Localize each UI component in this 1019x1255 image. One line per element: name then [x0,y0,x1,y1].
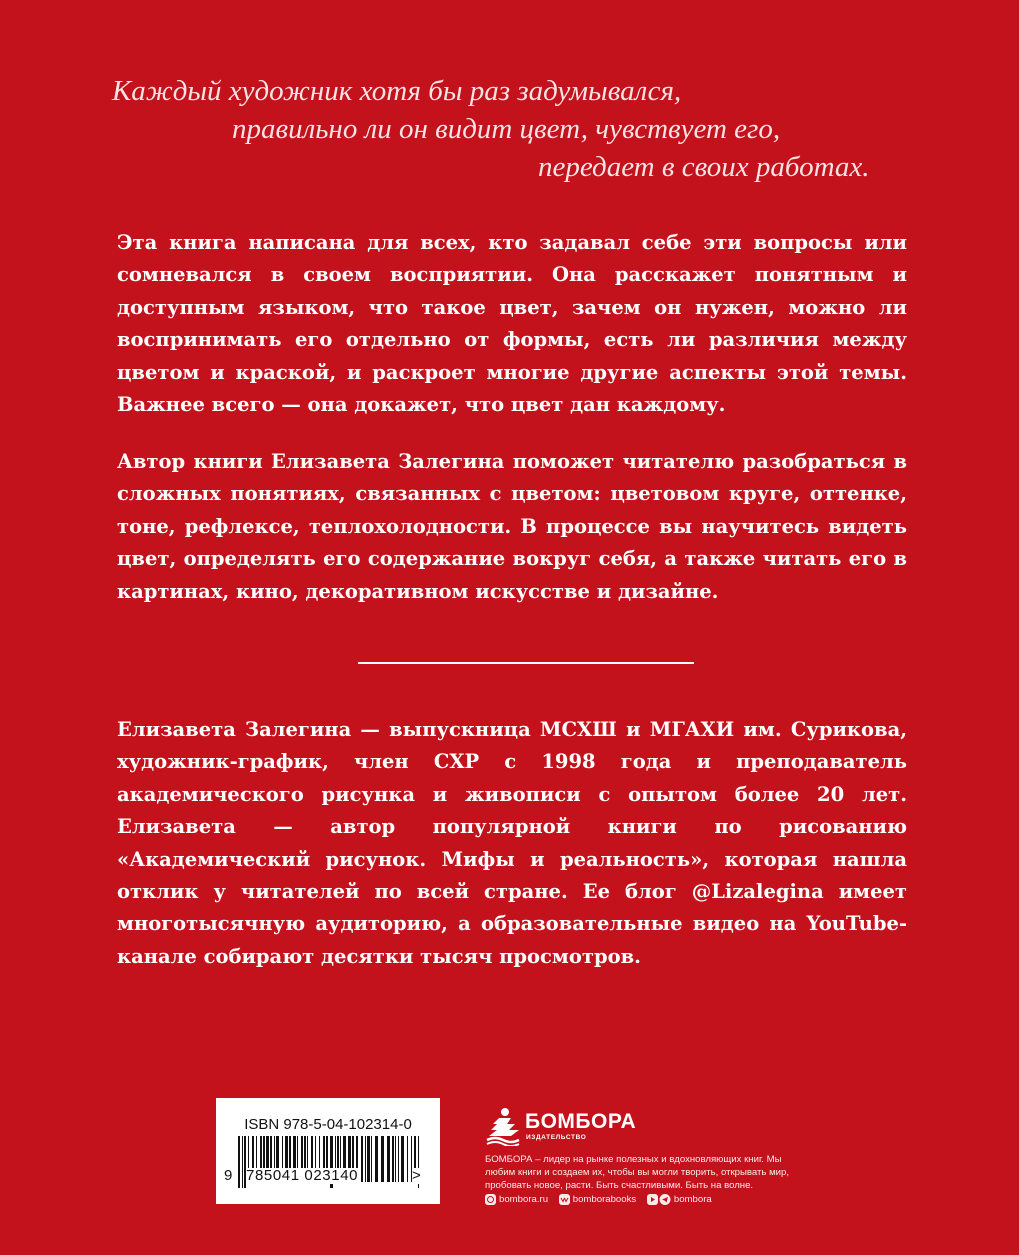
link-website[interactable] [485,1194,548,1205]
link-vk-label: bomborabooks [572,1194,637,1205]
barcode-bar [371,1136,372,1182]
link-youtube-telegram[interactable] [647,1194,712,1205]
link-website-label: bombora.ru [499,1194,549,1205]
publisher-links [485,1194,720,1208]
publisher-name: БОМБОРА [525,1110,637,1133]
barcode-bar [242,1136,243,1188]
description-paragraph-2: Автор книги Елизавета Залегина поможет читателю разобраться в сложных понятиях, связанных с цветом: цветовом круге, оттенке, тоне, рефлексе, теплохолодности. В процессе вы научитесь видеть цвет, определять его содержание вокруг себя, а также читать его в картинах, кино, декоративном искусстве и дизайне. [117,450,907,603]
globe-icon [485,1194,496,1205]
barcode-bar [398,1136,399,1182]
author-bio: Елизавета Залегина — выпускница МСХШ и МГАХИ им. Сурикова, художник-график, член СХР с 1998 года и преподаватель академического рисунка и живописи с опытом более 20 лет. Елизавета — автор популярной книги по рисованию «Академический рисунок. Мифы и реальность», которая нашла отклик у читателей по всей стране. Ее блог @Lizalegina имеет многотысячную аудиторию, а образовательные видео на YouTube-канале собирают десятки тысяч просмотров. [117,718,907,968]
barcode-bar [361,1136,363,1182]
barcode-bar [381,1136,384,1182]
quote-line-2: правильно ли он видит цвет, чувствует его, [232,113,781,145]
quote-line-1: Каждый художник хотя бы раз задумывался, [112,75,682,107]
bombora-logo-icon [485,1106,521,1146]
barcode-bar [392,1136,394,1182]
barcode-bar [365,1136,366,1182]
isbn-number: ISBN 978-5-04-102314-0 [244,1116,412,1133]
barcode-end-mark: > [412,1167,421,1184]
barcode-bar [395,1136,396,1182]
isbn-barcode [216,1098,440,1204]
description-paragraph-1: Эта книга написана для всех, кто задавал себе эти вопросы или сомневался в своем восприятии. Она расскажет понятным и доступным языком, что такое цвет, зачем он нужен, можно ли воспринимать его отдельно от формы, есть ли различия между цветом и краской, и раскроет многие другие аспекты этой темы. Важнее всего — она докажет, что цвет дан каждому. [117,231,907,417]
barcode-bar [375,1136,378,1182]
section-divider [358,662,694,664]
link-vk[interactable] [559,1194,636,1205]
barcode-bar [238,1136,240,1188]
publisher-subtitle: ИЗДАТЕЛЬСТВО [526,1134,587,1141]
barcode-bar [401,1136,404,1182]
barcode-bar [407,1136,408,1182]
barcode-first-digit: 9 [224,1167,233,1184]
link-youtube-telegram-label: bombora [673,1194,712,1205]
barcode-bar [367,1136,370,1182]
publisher-description: БОМБОРА – лидер на рынке полезных и вдохновляющих книг. Мы любим книги и создаем их, чтобы вы могли творить, открывать мир, пробовать новое, расти. Быть счастливыми. Быть на волне. [485,1154,790,1191]
barcode-digits: 785041 023140 [246,1167,359,1184]
barcode-bars [216,1098,440,1204]
vk-icon [559,1194,570,1205]
quote-line-3: передает в своих работах. [538,151,870,183]
youtube-telegram-icon [647,1194,671,1205]
barcode-bar [387,1136,390,1182]
